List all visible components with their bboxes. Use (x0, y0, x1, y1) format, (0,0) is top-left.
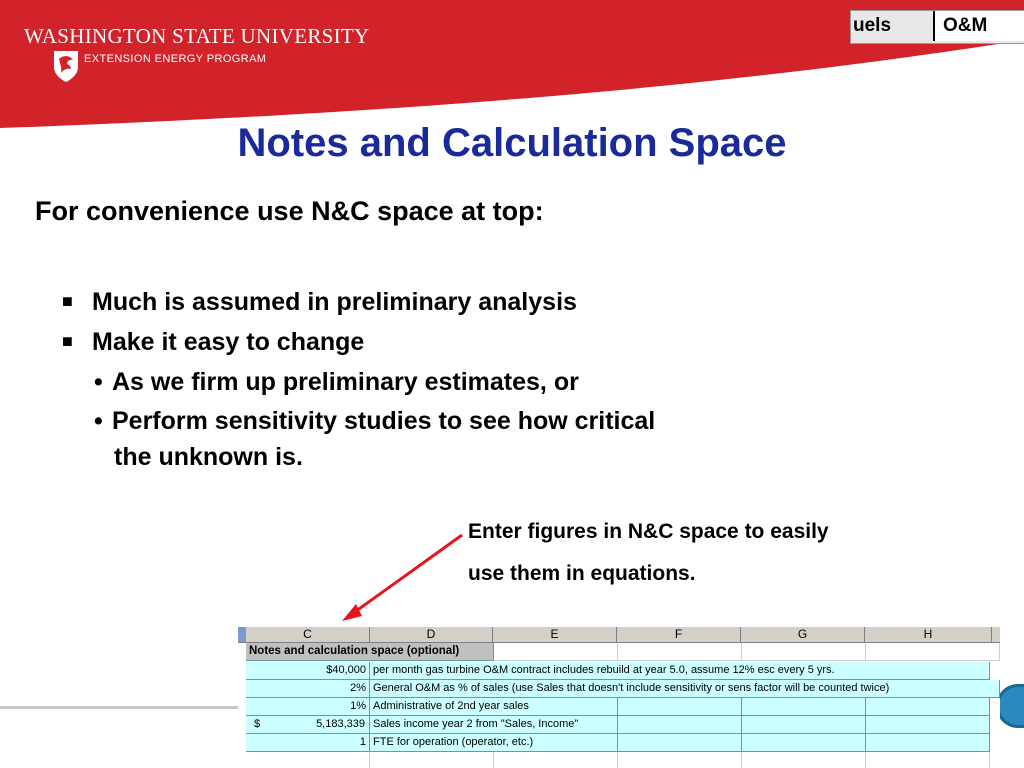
select-all-corner[interactable] (238, 627, 246, 642)
empty-cell[interactable] (866, 716, 990, 734)
empty-cell[interactable] (370, 752, 494, 768)
value-cell[interactable]: 1% (246, 698, 370, 716)
spreadsheet (238, 627, 1000, 768)
note-cell[interactable]: General O&M as % of sales (use Sales that doesn't include sensitivity or sens factor will be counted twice) (370, 680, 1000, 698)
empty-cell[interactable] (618, 698, 742, 716)
empty-cell[interactable] (742, 698, 866, 716)
value-cell[interactable] (246, 716, 370, 734)
note-cell[interactable]: FTE for operation (operator, etc.) (370, 734, 618, 752)
nav-arrow-icon[interactable] (996, 684, 1024, 728)
wsu-cougar-shield-icon (52, 49, 80, 83)
table-row (246, 716, 1000, 734)
empty-cell[interactable] (866, 734, 990, 752)
bullet-text: Make it easy to change (92, 328, 365, 356)
empty-cell[interactable] (866, 752, 990, 768)
column-header-h[interactable]: H (865, 627, 992, 642)
empty-cell[interactable] (866, 643, 1000, 661)
value-cell[interactable]: 2% (246, 680, 370, 698)
empty-cell[interactable] (618, 752, 742, 768)
sub-bullet-text: As we firm up preliminary estimates, or (112, 368, 579, 396)
empty-cell[interactable] (494, 643, 618, 661)
table-row (246, 734, 1000, 752)
program-name: EXTENSION ENERGY PROGRAM (84, 53, 267, 65)
tab-fuels[interactable]: uels (853, 15, 892, 36)
column-header-e[interactable]: E (493, 627, 617, 642)
note-cell[interactable]: per month gas turbine O&M contract includes rebuild at year 5.0, assume 12% esc every 5 yrs. (370, 662, 990, 680)
column-header-row (238, 627, 1000, 643)
empty-cell[interactable] (618, 716, 742, 734)
tab-om[interactable]: O&M (933, 11, 1024, 41)
table-row (246, 680, 1000, 698)
square-bullet-icon: ■ (62, 291, 73, 311)
column-header-d[interactable]: D (370, 627, 493, 642)
lead-text: For convenience use N&C space at top: (35, 196, 544, 226)
currency-symbol: $ (254, 718, 261, 730)
empty-cell[interactable] (742, 752, 866, 768)
callout-line-2: use them in equations. (468, 562, 696, 585)
bullet-item (62, 288, 577, 317)
callout-line-1: Enter figures in N&C space to easily (468, 520, 829, 543)
bullet-item (62, 328, 364, 357)
empty-cell[interactable] (742, 734, 866, 752)
square-bullet-icon: ■ (62, 331, 73, 351)
empty-cell[interactable] (742, 643, 866, 661)
footer-rule (0, 706, 238, 709)
sub-bullet-item (94, 368, 579, 397)
section-header-cell[interactable]: Notes and calculation space (optional) (246, 643, 494, 661)
bullet-text: Much is assumed in preliminary analysis (92, 288, 577, 316)
empty-cell[interactable] (866, 698, 990, 716)
value-cell[interactable]: 1 (246, 734, 370, 752)
dot-bullet-icon: • (94, 407, 103, 435)
table-row (246, 752, 1000, 768)
university-wordmark: WASHINGTON STATE UNIVERSITY (24, 24, 370, 48)
table-row (246, 662, 1000, 680)
empty-cell[interactable] (618, 734, 742, 752)
sub-bullet-text: Perform sensitivity studies to see how critical (112, 407, 656, 435)
value-cell[interactable]: $40,000 (246, 662, 370, 680)
column-header-f[interactable]: F (617, 627, 741, 642)
empty-cell[interactable] (494, 752, 618, 768)
empty-cell[interactable] (618, 643, 742, 661)
table-row (246, 698, 1000, 716)
sub-bullet-continuation: the unknown is. (114, 443, 303, 471)
slide-title: Notes and Calculation Space (237, 121, 787, 165)
note-cell[interactable]: Administrative of 2nd year sales (370, 698, 618, 716)
dot-bullet-icon: • (94, 368, 103, 396)
note-cell[interactable]: Sales income year 2 from "Sales, Income" (370, 716, 618, 734)
section-header-row (246, 643, 1000, 661)
sub-bullet-item (94, 407, 655, 436)
empty-cell[interactable] (246, 752, 370, 768)
value-text: 5,183,339 (316, 718, 365, 730)
empty-cell[interactable] (742, 716, 866, 734)
column-header-g[interactable]: G (741, 627, 865, 642)
column-header-c[interactable]: C (246, 627, 370, 642)
sheet-tab-bar (850, 10, 1024, 44)
